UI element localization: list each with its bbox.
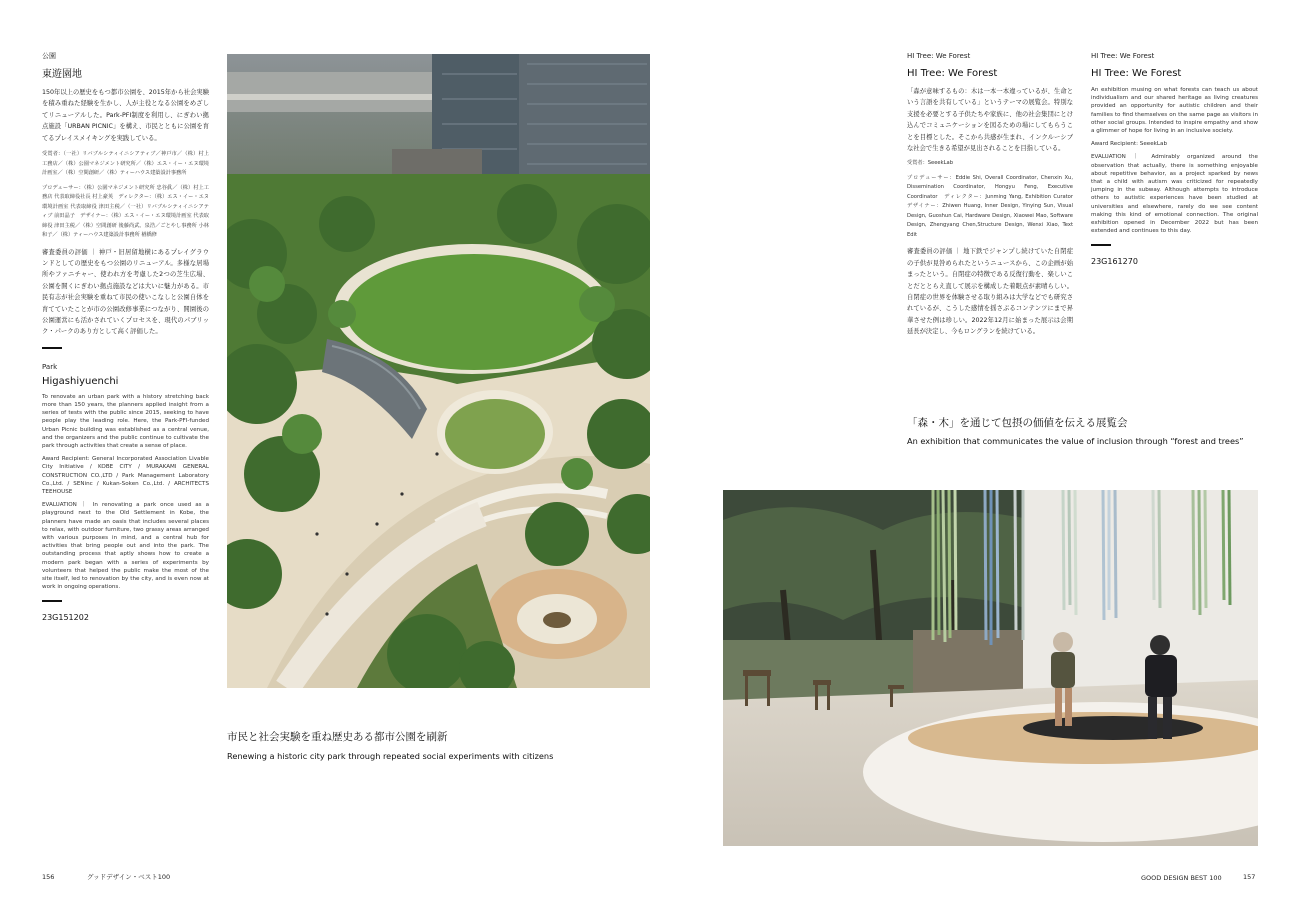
jp-category: HI Tree: We Forest	[907, 52, 971, 60]
jp-category: 公園	[42, 52, 56, 60]
divider	[42, 347, 62, 349]
jp-body: 150年以上の歴史をもつ都市公園を、2015年から社会実験を積み重ねた経験を生かし、人が主役となる公園をめざしてリニューアルした。Park-PFI制度を利用し、にぎわい拠点施設「URBAN PICNIC」を構え、市民とともに公園を育てるプレイスメイキングを実践している。	[42, 89, 209, 142]
jp-award: 受賞者：SeeekLab	[907, 160, 953, 167]
jp-title: HI Tree: We Forest	[907, 68, 998, 79]
en-title: Higashiyuenchi	[42, 375, 119, 387]
caption-en: An exhibition that communicates the value of inclusion through “forest and trees”	[907, 436, 1244, 446]
jp-award: 受賞者：（一社）リバブルシティイニシアティブ／神戸市／（株）村上工務店／（株）公園マネジメント研究所／（株）エス・イー・エヌ環境計画室／（株）空間創研／（株）ティーハウス建築設計事務所	[42, 151, 209, 177]
page-number-right: 157	[1243, 873, 1256, 881]
en-evaluation: EVALUATION ｜ Admirably organized around the observation that actually, there is something enjoyable about repetitive behavior, as a project sparked by news that a child with autism was criticized for repeatedly jumping in the subway. Although attempts to introduce others to autistic experiences have been studied at universities and elsewhere, rarely do we see content making this kind of emotional connection. The original exhibition opened in December 2022 but has been extended and continues to this day.	[1091, 154, 1258, 235]
page-number-left: 156	[42, 873, 55, 881]
en-category: Park	[42, 362, 58, 371]
park-aerial-photo	[227, 54, 650, 688]
jp-evaluation: 審査委員の評価 ｜ 神戸・旧居留地横にあるプレイグラウンドとしての歴史をもつ公園のリニューアル。多様な居場所やファニチャー、使われ方を考慮した2つの芝生広場、公園を開くにぎわい拠点施設などは大いに魅力がある。市民有志が社会実験を重ねて市民の使いこなしと公園自体を育てていたことが市の公園改修事業につながり、開園後の公園運営にも活かされていくプロセスを、現代のパブリック・パークのあり方として高く評価した。	[42, 248, 209, 336]
registration-code: 23G151202	[42, 613, 89, 623]
en-evaluation: EVALUATION ｜ In renovating a park once used as a playground next to the Old Settlement in Kobe, the planners have made an oasis that includes several places to relax, with outdoor furniture, two grassy areas arranged with various purposes in mind, and a central hub for activities that bring people out and into the park. The outstanding process that aptly shows how to create a modern park began with a series of experiments by volunteers that helped the public make the most of the site itself, led to renovation by the city, and is even now at work in ongoing operations.	[42, 502, 209, 591]
en-award: Award Recipient: SeeekLab	[1091, 141, 1167, 148]
right-en-column	[1091, 52, 1258, 267]
en-body: To renovate an urban park with a history stretching back more than 150 years, the planners applied insight from a series of tests with the public since 2015, seeking to have people play the leading role. Here, the Park-PFI-funded Urban Picnic building was established as a central venue, and the organizers and the public continue to cultivate the park through activities that create a sense of place.	[42, 393, 209, 449]
jp-producer: プロデューサー：（株）公園マネジメント研究所 忠谷眞／（株）村上工務店 代表取締役社長 村上豪英 ディレクター：（株）エス・イー・エヌ環境計画室 代表取締役 津田主税／（一社）リバブルシティイニシアティブ 前田晶子 デザイナー：（株）エス・イー・エヌ環境計画室 代表取締役 津田主税／（株）空間創研 後藤尚武、泉浩／ごとやし事務所 小林和子／（株）ティーハウス建築設計事務所 楢橋修	[42, 184, 209, 239]
divider	[42, 600, 62, 602]
right-caption	[907, 416, 1258, 447]
en-award: Award Recipient: General Incorporated Association Livable City Initiative / KOBE CITY / MURAKAMI GENERAL CONSTRUCTION CO.,LTD / Park Management Laboratory Co.,Ltd. / SENinc / Kukan-Soken Co.,Ltd. / ARCHITECTS TEEHOUSE	[42, 456, 209, 496]
en-body: An exhibition musing on what forests can teach us about individualism and our shared heritage as living creatures provided an opportunity for autistic children and their families to find themselves on the same page as visitors in other social groups. Intended to inspire empathy and show a glimmer of hope for living in an inclusive society.	[1091, 87, 1258, 135]
left-caption	[227, 730, 650, 762]
en-title: HI Tree: We Forest	[1091, 68, 1182, 79]
caption-en: Renewing a historic city park through repeated social experiments with citizens	[227, 751, 554, 761]
registration-code: 23G161270	[1091, 257, 1138, 267]
right-jp-column	[907, 52, 1079, 338]
left-text-column	[42, 52, 209, 623]
jp-evaluation: 審査委員の評価 ｜ 地下鉄でジャンプし続けていた自閉症の子供が見咎められたというニュースから、この企画が始まったという。自閉症の特徴である反復行動を、楽しいことだととらえ直して展示を構成した着眼点が素晴らしい。自閉症の世界を体験させる取り組みは大学などでも研究されているが、こうした感情を揺さぶるコンテンツにまで昇華させた例は珍しい。2022年12月に始まった展示は会期延長が決定し、今もロングランを続けている。	[907, 248, 1073, 336]
jp-producer: プロデューサー：Eddie Shi, Overall Coordinator, Chenxin Xu, Dissemination Coordinator, Hongyu Feng, Executive Coordinator ディレクター：Junming Yang, Exhibition Curator デザイナー：Zhiwen Huang, Inner Design, Yinying Sun, Visual Design, Guoshun Cai, Hardware Design, Xiaowei Mao, Software Design, Zhengyang Chen,Structure Design, Wenxi Xiao, Text Edit	[907, 174, 1079, 238]
en-category: HI Tree: We Forest	[1091, 52, 1155, 60]
jp-body: 「森が意味するもの：木は一本一本違っているが、生命という言語を共有している」というテーマの展覧会。特別な支援を必要とする子供たちや家族に、他の社会集団にとけ込んでコミュニケーションを図るための場にしてもらうことを目標とした。そこから共感が生まれ、インクルーシブな社会で生きる希望が見出されることを目指している。	[907, 88, 1073, 153]
jp-title: 東遊園地	[42, 69, 82, 80]
divider	[1091, 244, 1111, 246]
footer-left: グッドデザイン・ベスト100	[87, 873, 171, 881]
exhibition-photo	[723, 490, 1258, 846]
caption-jp: 「森・木」を通じて包摂の価値を伝える展覧会	[907, 417, 1128, 429]
caption-jp: 市民と社会実験を重ね歴史ある都市公園を刷新	[227, 731, 448, 743]
footer-right: GOOD DESIGN BEST 100	[1141, 874, 1222, 882]
